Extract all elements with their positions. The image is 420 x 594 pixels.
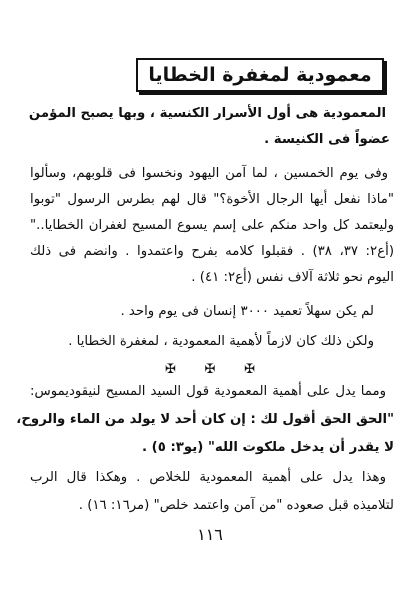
paragraph-line: لا يقدر أن يدخل ملكوت الله" (يو٣: ٥) . bbox=[141, 440, 394, 455]
chapter-title: معمودية لمغفرة الخطايا bbox=[148, 64, 372, 86]
cross-icon: ✠ bbox=[165, 361, 176, 377]
paragraph-line: وليعتمد كل واحد منكم على إسم يسوع المسيح لغفران الخطايا.." bbox=[30, 218, 394, 233]
paragraph-line: المعمودية هى أول الأسرار الكنسية ، وبها يصبح المؤمن bbox=[28, 106, 386, 121]
paragraph-line: (أع٢: ٣٧، ٣٨) . فقبلوا كلامه بفرح واعتمدوا . وانضم فى ذلك bbox=[30, 244, 395, 259]
cross-ornament bbox=[165, 361, 255, 377]
paragraph-line: وفى يوم الخمسين ، لما آمن اليهود ونخسوا فى قلوبهم، وسألوا bbox=[30, 166, 388, 181]
paragraph-line: عضواً فى الكنيسة . bbox=[264, 132, 390, 147]
paragraph-line: وهذا يدل على أهمية المعمودية للخلاص . وهكذا قال الرب bbox=[30, 470, 386, 485]
paragraph-line: لم يكن سهلاً تعميد ٣٠٠٠ إنسان فى يوم واحد . bbox=[120, 304, 374, 319]
cross-icon: ✠ bbox=[244, 361, 255, 377]
paragraph-line: ومما يدل على أهمية المعمودية قول السيد المسيح لنيقوديموس: bbox=[30, 384, 386, 399]
paragraph-line: "ماذا نفعل أيها الرجال الأخوة؟" قال لهم بطرس الرسول "توبوا bbox=[30, 192, 394, 207]
page-number: ١١٦ bbox=[197, 525, 223, 544]
paragraph-line: "الحق الحق أقول لك : إن كان أحد لا يولد من الماء والروح، bbox=[16, 412, 394, 427]
chapter-title-box bbox=[136, 58, 384, 92]
cross-icon: ✠ bbox=[204, 361, 216, 377]
paragraph-line: ولكن ذلك كان لازماً لأهمية المعمودية ، لمغفرة الخطايا . bbox=[68, 334, 374, 349]
paragraph-line: اليوم نحو ثلاثة آلاف نفس (أع٢: ٤١) . bbox=[191, 270, 394, 285]
paragraph-line: لتلاميذه قبل صعوده "من آمن واعتمد خلص" (مر١٦: ١٦) . bbox=[78, 498, 394, 513]
